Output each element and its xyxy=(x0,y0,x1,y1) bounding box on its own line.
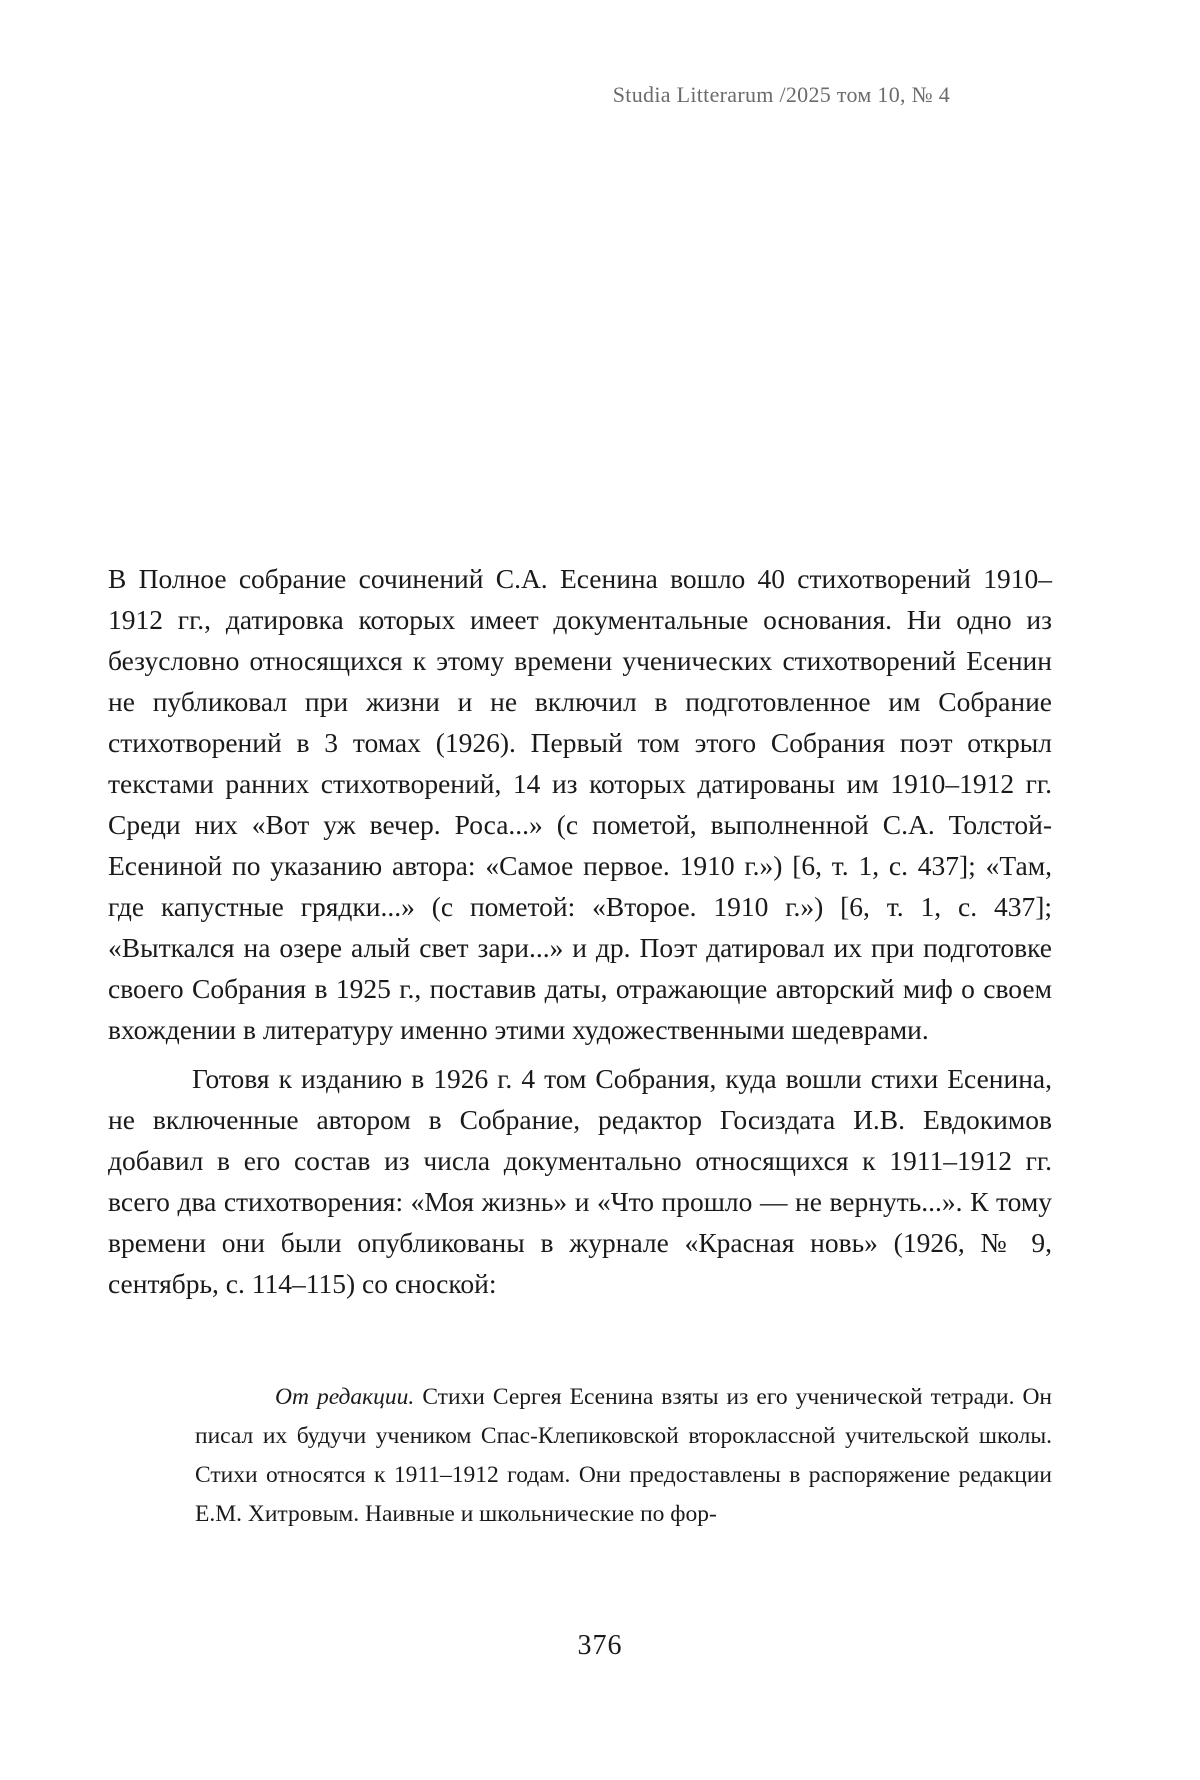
journal-title: Studia Litterarum /2025 том 10, № 4 xyxy=(612,82,950,107)
quote-lead: От редакции. xyxy=(275,1384,415,1410)
paragraph-1: В Полное собрание сочинений С.А. Есенина вошло 40 стихотворений 1910–1912 гг., датировка которых имеет документальные основания. Ни одно из безусловно относящихся к этому времени ученических стихотворений Есенин не публиковал при жизни и не включил в подготовленное им Собрание стихотворений в 3 томах (1926). Первый том этого Собрания поэт открыл текстами ранних стихотворений, 14 из которых датированы им 1910–1912 гг. Среди них «Вот уж вечер. Роса...» (с пометой, выполненной С.А. Толстой-Есениной по указанию автора: «Самое первое. 1910 г.») [6, т. 1, с. 437]; «Там, где капустные грядки...» (с пометой: «Второе. 1910 г.») [6, т. 1, с. 437]; «Выткался на озере алый свет зари...» и др. Поэт датировал их при подготовке своего Собрания в 1925 г., поставив даты, отражающие авторский миф о своем вхождении в литературу именно этими художественными шедеврами. xyxy=(108,563,1052,1045)
paragraph-2: Готовя к изданию в 1926 г. 4 том Собрания, куда вошли стихи Есенина, не включенные автором в Собрание, редактор Госиздата И.В. Евдокимов добавил в его состав из числа документально относящихся к 1911–1912 гг. всего два стихотворения: «Моя жизнь» и «Что прошло — не вернуть...». К тому времени они были опубликованы в журнале «Красная новь» (1926, № 9, сентябрь, с. 114–115) со сноской: xyxy=(108,1063,1052,1299)
quote-text: Стихи Сергея Есенина взяты из его ученической тетради. Он писал их будучи учеником Спас-Клепиковской второклассной учительской школы. Стихи относятся к 1911–1912 годам. Они предоставлены в распоряжение редакции Е.М. Хитровым. Наивные и школьнические по фор- xyxy=(195,1384,1053,1527)
page-number: 376 xyxy=(577,1630,623,1661)
article-body xyxy=(108,558,1052,1304)
running-head xyxy=(0,82,950,108)
block-quote xyxy=(195,1378,1052,1534)
quote-paragraph xyxy=(195,1378,1052,1534)
